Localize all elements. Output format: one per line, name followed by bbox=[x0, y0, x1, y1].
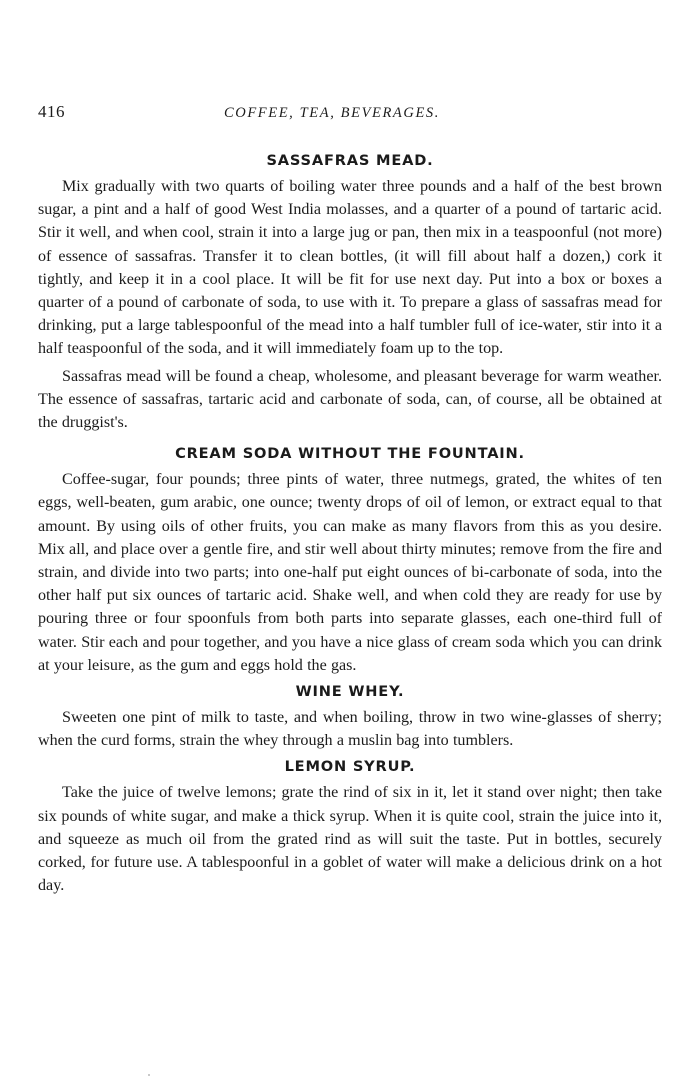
scan-speck bbox=[148, 1074, 150, 1076]
section-lemon-syrup bbox=[38, 756, 662, 897]
book-page bbox=[38, 100, 662, 901]
section-title: WINE WHEY. bbox=[295, 683, 405, 701]
paragraph: Mix gradually with two quarts of boiling water three pounds and a half of the best brown sugar, a pint and a half of good West India molasses, and a quarter of a pound of tartaric acid. Stir it well, and when cool, strain it into a large jug or pan, then mix in a teaspoonful (not more) of essence of sassafras. Transfer it to clean bottles, (it will fill about half a dozen,) cork it tightly, and keep it in a cool place. It will be fit for use next day. Put into a box or boxes a quarter of a pound of carbonate of soda, to use with it. To prepare a glass of sassafras mead for drinking, put a large tablespoonful of the mead into a half tumbler full of ice-water, stir into it a half teaspoonful of the soda, and it will immediately foam up to the top. bbox=[38, 178, 662, 358]
running-header bbox=[38, 100, 662, 130]
section-sassafras-mead bbox=[38, 150, 662, 434]
paragraph: Sassafras mead will be found a cheap, wholesome, and pleasant beverage for warm weather. The essence of sassafras, tartaric acid and carbonate of soda, can, of course, all be obtained at the druggist's. bbox=[38, 367, 662, 432]
paragraph: Take the juice of twelve lemons; grate the rind of six in it, let it stand over night; then take six pounds of white sugar, and make a thick syrup. When it is quite cool, strain the juice into it, and squeeze as much oil from the grated rind as will suit the taste. Put in bottles, securely corked, for future use. A tablespoonful in a goblet of water will make a delicious drink on a hot day. bbox=[38, 784, 662, 895]
section-title: CREAM SODA WITHOUT THE FOUNTAIN. bbox=[175, 445, 525, 463]
running-title: COFFEE, TEA, BEVERAGES. bbox=[224, 105, 440, 121]
paragraph: Coffee-sugar, four pounds; three pints of water, three nutmegs, grated, the whites of ten eggs, well-beaten, gum arabic, one ounce; twenty drops of oil of lemon, or extract equal to that amount. By using oils of other fruits, you can make as many flavors from this as you desire. Mix all, and place over a gentle fire, and stir well about thirty minutes; remove from the fire and strain, and divide into two parts; into one-half put eight ounces of bi-carbonate of soda, into the other half put six ounces of tartaric acid. Shake well, and when cold they are ready for use by pouring three or four spoonfuls from both parts into separate glasses, each one-third full of water. Stir each and pour together, and you have a nice glass of cream soda which you can drink at your leisure, as the gum and eggs hold the gas. bbox=[38, 471, 662, 674]
section-cream-soda bbox=[38, 443, 662, 677]
section-title: SASSAFRAS MEAD. bbox=[266, 152, 434, 169]
section-title: LEMON SYRUP. bbox=[284, 758, 416, 776]
paragraph: Sweeten one pint of milk to taste, and when boiling, throw in two wine-glasses of sherry; when the curd forms, strain the whey through a muslin bag into tumblers. bbox=[38, 709, 662, 750]
page-number: 416 bbox=[38, 102, 65, 121]
section-wine-whey bbox=[38, 681, 662, 752]
